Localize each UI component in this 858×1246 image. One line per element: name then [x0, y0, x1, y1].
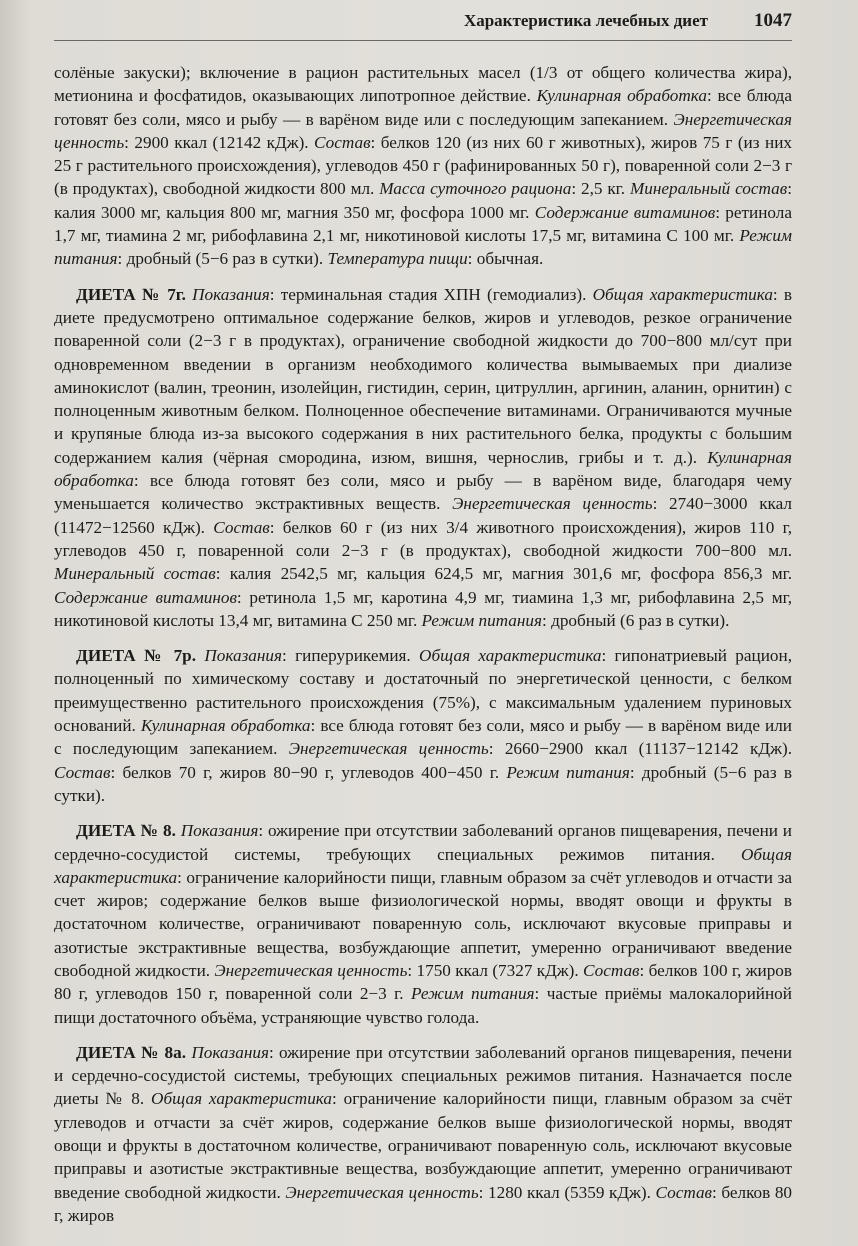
- text: солёные закуски); включение в рацион растительных масел (1/3 от общего количества жира), метионина и фосфатидов, оказывающих липотропное действие.: [54, 63, 792, 106]
- text: : белков 70 г, жиров 80−90 г, углеводов 400−450 г.: [110, 762, 507, 782]
- text: : терминальная стадия ХПН (гемодиализ).: [269, 284, 593, 304]
- text: : белков 80 г, жиров: [54, 1182, 793, 1225]
- text: : 2,5 кг.: [571, 179, 630, 199]
- text: : дробный (5−6 раз в сутки).: [54, 762, 792, 805]
- text: : ожирение при отсутствии заболеваний органов пищеварения, печени и сердечно-сосудистой системы, требующих специальных режимов питания.: [54, 821, 792, 864]
- text: : ретинола 1,5 мг, каротина 4,9 мг, тиамина 1,3 мг, рибофлавина 2,5 мг, никотиновой кислоты 13,4 мг, витамина С 250 мг.: [54, 587, 792, 630]
- term: Общая характеристика: [419, 646, 602, 666]
- term: Кулинарная обработка: [536, 86, 707, 106]
- term: Общая характеристика: [151, 1089, 332, 1109]
- text: : все блюда готовят без соли, мясо и рыбу — в варёном виде или с последующим запеканием.: [54, 86, 792, 129]
- term: Состав: [655, 1182, 712, 1202]
- term: Энергетическая ценность: [285, 1182, 479, 1202]
- term: Показания: [192, 284, 270, 304]
- diet-heading: ДИЕТА № 7р.: [76, 646, 205, 666]
- text: : все блюда готовят без соли, мясо и рыбу — в варёном виде, благодаря чему уменьшается количество экстрактивных веществ.: [54, 471, 792, 514]
- text: : гиперурикемия.: [281, 646, 420, 666]
- text: : ограничение калорийности пищи, главным образом за счёт углеводов и отчасти за счёт жиров, содержание белков выше физиологической нормы, вводят овощи и фрукты в достаточном количестве, ограничивают поваренную соль, исключают вкусовые приправы и азотистые экстрактивные вещества, возбуждающие аппетит, умеренно ограничивают введение свободной жидкости.: [54, 1089, 793, 1202]
- diet-heading: ДИЕТА № 8а.: [76, 1042, 192, 1062]
- page-number: 1047: [754, 10, 792, 31]
- term: Общая характеристика: [54, 844, 792, 887]
- diet-7r-paragraph: [54, 644, 792, 807]
- term: Температура пищи: [327, 249, 468, 269]
- term: Режим питания: [410, 984, 535, 1004]
- text: : все блюда готовят без соли, мясо и рыбу — в варёном виде или с последующим запеканием.: [54, 716, 792, 759]
- running-header: [54, 10, 792, 41]
- term: Состав: [213, 517, 270, 537]
- text: : 2740−3000 ккал (11472−12560 кДж).: [54, 494, 792, 537]
- term: Режим питания: [506, 762, 630, 782]
- text: : дробный (6 раз в сутки).: [542, 610, 730, 630]
- text: : дробный (5−6 раз в сутки).: [117, 249, 328, 269]
- header-title: Характеристика лечебных диет: [463, 11, 708, 30]
- text: : белков 100 г, жиров 80 г, углеводов 150 г, поваренной соли 2−3 г.: [54, 960, 793, 1004]
- text: : белков 120 (из них 60 г животных), жиров 75 г (из них 25 г растительного происхождения), углеводов 450 г (рафинированных 50 г), поваренной соли 2−3 г (в продуктах), свободной жидкости 800 мл.: [54, 132, 792, 199]
- term: Энергетическая ценность: [288, 739, 489, 759]
- text: : гипонатриевый рацион, полноценный по химическому составу и достаточный по энергетической ценности, с белком преимущественно растительного происхождения (75%), с максимальным удалением пуриновых оснований.: [54, 646, 792, 736]
- term: Показания: [191, 1042, 269, 1062]
- diet-8a-paragraph: [54, 1041, 792, 1227]
- diet-heading: ДИЕТА № 8.: [76, 821, 181, 841]
- term: Кулинарная обработка: [54, 447, 792, 491]
- paragraph-continuation: [54, 61, 792, 271]
- term: Минеральный состав: [54, 564, 216, 584]
- term: Режим питания: [54, 226, 792, 269]
- text: : ограничение калорийности пищи, главным образом за счёт углеводов и отчасти за счет жиров; содержание белков выше физиологической нормы, вводят овощи и фрукты в достаточном количестве, ограничивают поваренную соль, исключают вкусовые приправы и азотистые экстрактивные вещества, возбуждающие аппетит, умеренно ограничивают введение свободной жидкости.: [54, 867, 792, 980]
- term: Общая характеристика: [592, 284, 773, 304]
- text: : ожирение при отсутствии заболеваний органов пищеварения, печени и сердечно-сосудистой системы, требующих специальных режимов питания. Назначается после диеты № 8.: [54, 1042, 792, 1109]
- diet-7g-paragraph: [54, 283, 792, 632]
- term: Содержание витаминов: [534, 202, 716, 222]
- text: : калия 3000 мг, кальция 800 мг, магния 350 мг, фосфора 1000 мг.: [54, 179, 792, 222]
- term: Состав: [314, 132, 371, 152]
- text: : ретинола 1,7 мг, тиамина 2 мг, рибофлавина 2,1 мг, никотиновой кислоты 17,5 мг, витамина С 100 мг.: [54, 202, 793, 246]
- term: Состав: [54, 762, 111, 782]
- diet-heading: ДИЕТА № 7г.: [76, 284, 193, 304]
- text: : обычная.: [467, 249, 544, 269]
- text: : 2660−2900 ккал (11137−12142 кДж).: [488, 739, 792, 759]
- term: Энергетическая ценность: [54, 109, 792, 152]
- text: : 1280 ккал (5359 кДж).: [478, 1182, 656, 1202]
- term: Минеральный состав: [629, 179, 788, 199]
- term: Показания: [204, 646, 282, 666]
- term: Содержание витаминов: [54, 587, 237, 607]
- text: : 1750 ккал (7327 кДж).: [407, 960, 584, 980]
- text: : в диете предусмотрено оптимальное содержание белков, жиров и углеводов, резкое ограничение поваренной соли (2−3 г в продуктах), ограничение свободной жидкости до 700−800 мл/сут при одновременном введении в организм необходимого количества вымываемых при диализе аминокислот (валин, треонин, изолейцин, гистидин, серин, цитруллин, аргинин, аланин, орнитин) с полноценным животным белком. Полноценное обеспечение витаминами. Ограничиваются мучные и крупяные блюда из-за высокого содержания в них растительного белка, продукты с большим содержанием калия (чёрная смородина, изюм, вишня, чернослив, грибы и т. д.).: [54, 284, 792, 467]
- term: Масса суточного рациона: [379, 179, 572, 199]
- text: : 2900 ккал (12142 кДж).: [124, 132, 315, 152]
- text: : белков 60 г (из них 3/4 животного происхождения), жиров 110 г, углеводов 450 г, поваренной соли 2−3 г (в продуктах), свободной жидкости 700−800 мл.: [54, 517, 792, 560]
- term: Состав: [583, 960, 640, 980]
- text: : калия 2542,5 мг, кальция 624,5 мг, магния 301,6 мг, фосфора 856,3 мг.: [215, 564, 792, 584]
- term: Режим питания: [421, 610, 542, 630]
- term: Энергетическая ценность: [452, 494, 653, 514]
- term: Энергетическая ценность: [214, 960, 408, 980]
- diet-8-paragraph: [54, 819, 792, 1029]
- page-body: [54, 61, 792, 1227]
- term: Показания: [180, 821, 259, 841]
- text: : частые приёмы малокалорийной пищи достаточного объёма, устраняющие чувство голода.: [54, 984, 792, 1027]
- term: Кулинарная обработка: [140, 716, 311, 736]
